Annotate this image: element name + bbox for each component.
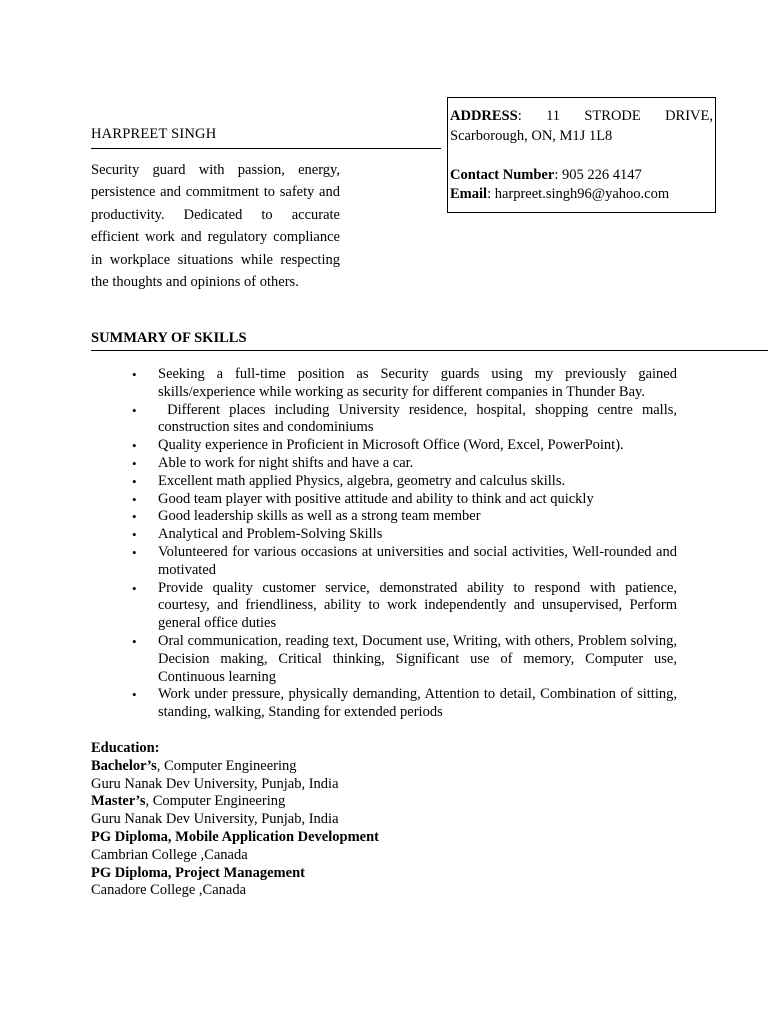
skill-text: Good team player with positive attitude and ability to think and act quickly [158,490,594,507]
list-item [91,526,677,544]
skill-text: Volunteered for various occasions at universities and social activities, Well-rounded and motivated [158,543,677,578]
skills-section-title: SUMMARY OF SKILLS [91,330,768,351]
list-item [91,401,681,438]
spacer [450,146,713,166]
name-header [91,126,441,149]
bullet-icon: • [132,580,137,596]
education-title: Education: [91,740,160,756]
education-entry [91,793,691,811]
bullet-icon: • [132,455,137,471]
bullet-icon: • [132,402,137,418]
email-line: Email: harpreet.singh96@yahoo.com [450,186,670,202]
bullet-icon: • [132,509,137,525]
skill-text: Different places including University residence, hospital, shopping centre malls, construction sites and condominiums [158,401,681,436]
school-name: Guru Nanak Dev University, Punjab, India [91,775,339,792]
skill-text: Seeking a full-time position as Security guards using my previously gained skills/experience while working as security for different companies in Thunder Bay. [158,366,677,400]
profile-summary: Security guard with passion, energy, persistence and commitment to safety and productivity. Dedicated to accurate efficient work and regulatory compliance in workplace situations while respecting the thoughts and opinions of others. [91,162,340,291]
skill-text: Work under pressure, physically demanding, Attention to detail, Combination of sitting, standing, walking, Standing for extended periods [158,686,677,721]
list-item [91,544,677,580]
school-name: Guru Nanak Dev University, Punjab, India [91,811,339,828]
phone-number: 905 226 4147 [561,166,642,183]
skill-text: Excellent math applied Physics, algebra, geometry and calculus skills. [158,472,566,489]
bullet-icon: • [132,544,137,560]
address-street: 11 STRODE DRIVE, [546,108,714,124]
education-entry [91,865,691,883]
skill-text: Analytical and Problem-Solving Skills [158,526,383,543]
skill-text: Oral communication, reading text, Document use, Writing, with others, Problem solving, Decision making, Critical thinking, Significant use of memory, Computer use, Continuous learning [158,632,677,685]
degree-name: Bachelor’s [91,757,157,774]
list-item [91,366,677,402]
degree-name: Master’s [91,793,146,810]
phone-label: Contact Number [450,166,555,183]
education-section [91,740,691,900]
email-address: harpreet.singh96@yahoo.com [494,186,670,202]
address-line-2: Scarborough, ON, M1J 1L8 [450,127,613,144]
list-item [91,686,677,722]
bullet-icon: • [132,473,137,489]
email-label: Email [450,186,488,202]
list-item [91,455,677,473]
list-item [91,633,677,686]
phone-line: Contact Number: 905 226 4147 [450,166,642,183]
list-item [91,473,677,491]
list-item [91,508,677,526]
bullet-icon: • [132,633,137,649]
address-line-1: ADDRESS: 11 STRODE DRIVE, [450,108,714,124]
skill-text: Able to work for night shifts and have a car. [158,454,414,471]
school-name: Canadore College ,Canada [91,882,247,899]
bullet-icon: • [132,527,137,543]
candidate-name: HARPREET SINGH [91,126,441,149]
education-entry [91,758,691,776]
skill-text: Provide quality customer service, demonstrated ability to respond with patience, courtesy, and friendliness, ability to work independently and unsupervised, Perform general office duties [158,579,677,632]
list-item [91,491,677,509]
bullet-icon: • [132,687,137,703]
list-item [91,437,677,455]
bullet-icon: • [132,491,137,507]
skill-text: Good leadership skills as well as a strong team member [158,508,481,525]
school-name: Cambrian College ,Canada [91,846,248,863]
skills-list [91,366,681,722]
bullet-icon: • [132,438,137,454]
contact-box [447,97,716,213]
degree-field: , Computer Engineering [145,793,286,810]
degree-field: , Computer Engineering [156,757,297,774]
bullet-icon: • [132,367,137,382]
education-entry [91,829,691,847]
degree-name: PG Diploma, Mobile Application Development [91,828,379,845]
skill-text: Quality experience in Proficient in Microsoft Office (Word, Excel, PowerPoint). [158,437,624,454]
address-label: ADDRESS [450,108,518,124]
degree-name: PG Diploma, Project Management [91,864,305,881]
list-item [91,580,677,633]
